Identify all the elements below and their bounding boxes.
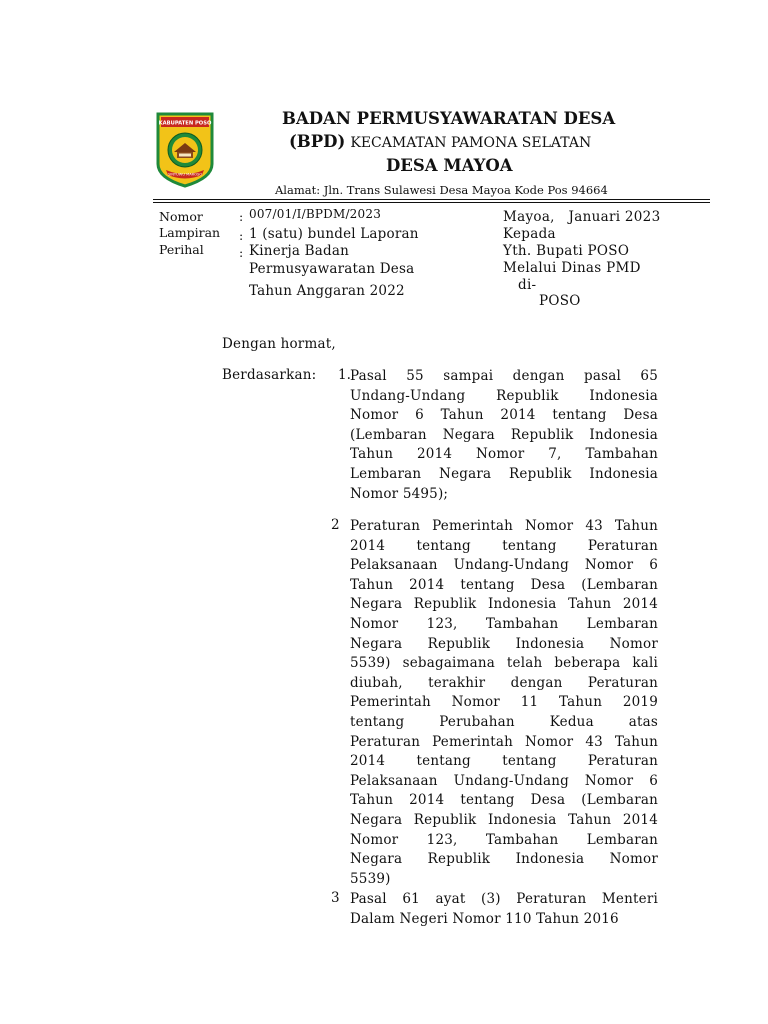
item-line: Tahun 2014 tentang Desa (Lembaran [350,576,658,593]
logo-bottom-text: SINTUWU MAROSO [167,172,203,177]
item-line: Negara Republik Indonesia Tahun 2014 [350,811,658,828]
item-line: Nomor 5495); [350,485,449,502]
basis-label: Berdasarkan: [222,367,317,383]
label-perihal: Perihal [159,242,204,257]
address-line: Alamat: Jln. Trans Sulawesi Desa Mayoa Kode Pos 94664 [275,183,608,197]
item-line: 5539) sebagaimana telah beberapa kali [350,655,658,672]
colon-lampiran: : [239,228,244,243]
item-line: Pelaksanaan Undang-Undang Nomor 6 [350,557,658,574]
perihal-line-1: Kinerja Badan [249,243,350,259]
item-1-text [350,367,658,504]
letter-date: Mayoa, Januari 2023 [503,209,661,225]
item-line: Tahun 2014 tentang Desa (Lembaran [350,792,658,809]
item-2-number: 2 [331,517,340,533]
regency-emblem-icon [156,112,214,188]
logo-top-text: KABUPATEN POSO [158,120,212,127]
item-1-number: 1. [338,367,351,383]
recipient-place: POSO [539,293,581,309]
perihal-line-3: Tahun Anggaran 2022 [249,283,405,299]
item-3-text [350,890,658,929]
item-line: Tahun 2014 Nomor 7, Tambahan [350,446,658,463]
greeting: Dengan hormat, [222,336,336,352]
colon-nomor: : [239,209,244,224]
item-line: Dalam Negeri Nomor 110 Tahun 2016 [350,910,619,927]
item-line: tentang Perubahan Kedua atas [350,713,658,730]
recipient-di: di- [518,277,537,293]
item-2-text [350,517,658,889]
perihal-line-2: Permusyawaratan Desa [249,261,415,277]
nomor-value: 007/01/I/BPDM/2023 [249,207,382,221]
letterhead-divider [153,199,710,200]
item-line: Negara Republik Indonesia Nomor [350,851,658,868]
item-line: Nomor 6 Tahun 2014 tentang Desa [350,407,658,424]
village-name: DESA MAYOA [386,156,513,175]
item-line: (Lembaran Negara Republik Indonesia [350,426,658,443]
item-line: Lembaran Negara Republik Indonesia [350,465,658,482]
item-line: Peraturan Pemerintah Nomor 43 Tahun [350,518,658,534]
recipient-via: Melalui Dinas PMD [503,260,641,276]
item-line: 2014 tentang tentang Peraturan [350,537,658,554]
org-subtitle [289,132,591,151]
label-nomor: Nomor [159,209,203,224]
item-line: Negara Republik Indonesia Nomor [350,635,658,652]
regency-logo [156,112,214,188]
org-abbreviation: (BPD) [289,132,346,151]
item-line: Nomor 123, Tambahan Lembaran [350,615,658,632]
item-line: Pelaksanaan Undang-Undang Nomor 6 [350,772,658,789]
item-line: Peraturan Pemerintah Nomor 43 Tahun [350,733,658,750]
item-line: Pemerintah Nomor 11 Tahun 2019 [350,694,658,711]
item-line: Undang-Undang Republik Indonesia [350,387,658,404]
letterhead-divider-thick [153,202,710,203]
item-line: 2014 tentang tentang Peraturan [350,753,658,770]
org-name: BADAN PERMUSYAWARATAN DESA [282,109,616,128]
label-lampiran: Lampiran [159,225,221,240]
recipient-kepada: Kepada [503,226,556,242]
item-line: Nomor 123, Tambahan Lembaran [350,831,658,848]
item-line: 5539) [350,870,391,887]
item-line: Negara Republik Indonesia Tahun 2014 [350,596,658,613]
item-line: diubah, terakhir dengan Peraturan [350,674,658,691]
colon-perihal: : [239,245,244,260]
org-district: KECAMATAN PAMONA SELATAN [350,135,592,151]
item-line: Pasal 61 ayat (3) Peraturan Menteri [350,891,658,907]
item-line: Pasal 55 sampai dengan pasal 65 [350,368,658,384]
lampiran-value: 1 (satu) bundel Laporan [249,226,419,242]
item-3-number: 3 [331,890,340,906]
recipient-name: Yth. Bupati POSO [503,243,630,259]
